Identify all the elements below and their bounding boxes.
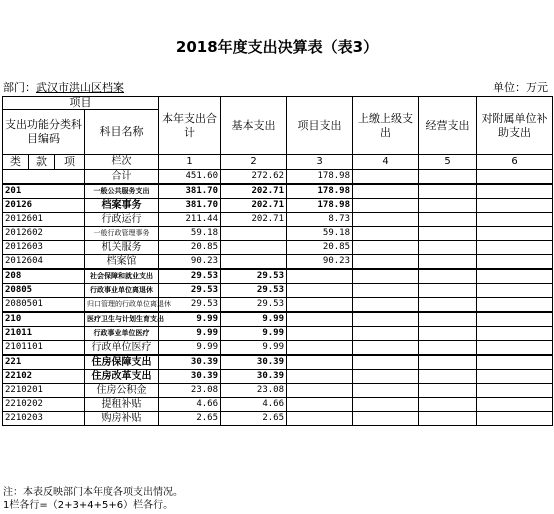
row-c4: [353, 312, 419, 327]
row-code: 2012603: [3, 241, 85, 255]
table-row: [3, 241, 553, 255]
total-code-cell: [3, 170, 85, 185]
unit-label: 单位：万元: [493, 81, 548, 94]
row-c5: [419, 199, 477, 213]
total-row: [3, 170, 553, 185]
row-code: 221: [3, 355, 85, 370]
row-subject-name: 社会保障和就业支出: [85, 269, 159, 284]
row-c1: 9.99: [159, 341, 221, 356]
table-row: [3, 199, 553, 213]
row-c5: [419, 284, 477, 298]
header-col-3: 项目支出: [287, 97, 353, 155]
page-title: 2018年度支出决算表（表3）: [175, 38, 379, 56]
col-num-3: 3: [287, 155, 353, 170]
row-c6: [477, 199, 553, 213]
row-code: 2101101: [3, 341, 85, 356]
footnote-1: 注：本表反映部门本年度各项支出情况。: [3, 487, 183, 498]
department-name: 武汉市洪山区档案: [36, 81, 124, 94]
row-code: 2210203: [3, 412, 85, 426]
row-subject-name: 购房补贴: [85, 412, 159, 426]
row-subject-name: 行政单位医疗: [85, 341, 159, 356]
table-row: [3, 213, 553, 227]
row-c2: 202.71: [221, 199, 287, 213]
row-c1: 90.23: [159, 255, 221, 270]
row-subject-name: 档案馆: [85, 255, 159, 270]
department-prefix: 部门：: [3, 81, 36, 94]
row-c6: [477, 327, 553, 341]
row-subject-name: 住房改革支出: [85, 370, 159, 384]
row-c1: 2.65: [159, 412, 221, 426]
row-subject-name: 住房保障支出: [85, 355, 159, 370]
row-code: 208: [3, 269, 85, 284]
row-c1: 30.39: [159, 370, 221, 384]
row-c3: [287, 370, 353, 384]
col-num-4: 4: [353, 155, 419, 170]
row-c4: [353, 241, 419, 255]
row-c6: [477, 213, 553, 227]
row-c4: [353, 398, 419, 412]
row-c3: 178.98: [287, 184, 353, 199]
row-c3: 90.23: [287, 255, 353, 270]
header-col-4: 上缴上级支出: [353, 97, 419, 155]
table-row: [3, 398, 553, 412]
row-c5: [419, 241, 477, 255]
row-c2: 30.39: [221, 370, 287, 384]
row-c4: [353, 255, 419, 270]
table-row: [3, 269, 553, 284]
row-c3: [287, 327, 353, 341]
row-code: 2210202: [3, 398, 85, 412]
row-c3: 8.73: [287, 213, 353, 227]
row-c2: 202.71: [221, 184, 287, 199]
row-code: 20805: [3, 284, 85, 298]
row-subject-name: 行政运行: [85, 213, 159, 227]
row-subject-name: 一般公共服务支出: [85, 184, 159, 199]
row-c4: [353, 298, 419, 313]
row-c6: [477, 269, 553, 284]
row-c6: [477, 298, 553, 313]
row-c6: [477, 341, 553, 356]
row-code: 2210201: [3, 384, 85, 398]
expenditure-table: [2, 96, 553, 426]
row-c5: [419, 312, 477, 327]
total-c2: 272.62: [221, 170, 287, 185]
table-row: [3, 412, 553, 426]
row-c5: [419, 370, 477, 384]
total-c5: [419, 170, 477, 185]
row-c2: 9.99: [221, 327, 287, 341]
row-c2: 23.08: [221, 384, 287, 398]
row-subject-name: 住房公积金: [85, 384, 159, 398]
row-c3: [287, 298, 353, 313]
table-row: [3, 384, 553, 398]
row-c2: [221, 227, 287, 241]
row-c5: [419, 213, 477, 227]
row-subject-name: 行政事业单位医疗: [85, 327, 159, 341]
row-c1: 211.44: [159, 213, 221, 227]
row-subject-name: 一般行政管理事务: [85, 227, 159, 241]
total-c3: 178.98: [287, 170, 353, 185]
header-col-1: 本年支出合计: [159, 97, 221, 155]
row-c2: [221, 255, 287, 270]
row-c5: [419, 355, 477, 370]
row-subject-name: 提租补贴: [85, 398, 159, 412]
row-c2: 29.53: [221, 269, 287, 284]
row-c5: [419, 255, 477, 270]
row-c1: 20.85: [159, 241, 221, 255]
col-num-2: 2: [221, 155, 287, 170]
row-code: 21011: [3, 327, 85, 341]
row-c4: [353, 370, 419, 384]
row-subject-name: 档案事务: [85, 199, 159, 213]
row-c6: [477, 355, 553, 370]
total-c6: [477, 170, 553, 185]
row-c4: [353, 199, 419, 213]
row-c3: [287, 284, 353, 298]
row-c6: [477, 284, 553, 298]
row-c5: [419, 384, 477, 398]
row-c3: 59.18: [287, 227, 353, 241]
row-c6: [477, 312, 553, 327]
row-c4: [353, 412, 419, 426]
row-code: 2080501: [3, 298, 85, 313]
row-c2: 4.66: [221, 398, 287, 412]
row-c2: 2.65: [221, 412, 287, 426]
header-col-2: 基本支出: [221, 97, 287, 155]
row-c6: [477, 398, 553, 412]
total-c4: [353, 170, 419, 185]
row-c4: [353, 213, 419, 227]
table-row: [3, 184, 553, 199]
table-row: [3, 298, 553, 313]
header-item: 项目: [3, 97, 159, 110]
row-subject-name: 医疗卫生与计划生育支出: [85, 312, 159, 327]
row-c4: [353, 227, 419, 241]
row-c2: 29.53: [221, 284, 287, 298]
row-c1: 4.66: [159, 398, 221, 412]
row-code: 20126: [3, 199, 85, 213]
row-c1: 23.08: [159, 384, 221, 398]
row-c3: [287, 384, 353, 398]
col-num-5: 5: [419, 155, 477, 170]
row-c4: [353, 384, 419, 398]
row-c1: 381.70: [159, 199, 221, 213]
table-row: [3, 284, 553, 298]
department-label: [3, 79, 124, 95]
row-c6: [477, 184, 553, 199]
header-cat-1: 类: [3, 155, 29, 170]
row-c5: [419, 398, 477, 412]
row-c6: [477, 412, 553, 426]
header-col-6: 对附属单位补助支出: [477, 97, 553, 155]
row-c4: [353, 355, 419, 370]
row-c3: 178.98: [287, 199, 353, 213]
row-code: 2012602: [3, 227, 85, 241]
col-num-1: 1: [159, 155, 221, 170]
row-c1: 9.99: [159, 327, 221, 341]
row-code: 210: [3, 312, 85, 327]
row-c5: [419, 412, 477, 426]
table-row: [3, 227, 553, 241]
header-subject-name: 科目名称: [85, 110, 159, 155]
table-row: [3, 341, 553, 356]
row-c1: 29.53: [159, 284, 221, 298]
col-num-6: 6: [477, 155, 553, 170]
header-cat-2: 款: [29, 155, 55, 170]
table-row: [3, 327, 553, 341]
row-c6: [477, 384, 553, 398]
header-col-seq: 栏次: [85, 155, 159, 170]
row-c6: [477, 227, 553, 241]
row-c1: 381.70: [159, 184, 221, 199]
row-c2: 9.99: [221, 312, 287, 327]
row-c3: [287, 398, 353, 412]
row-c3: [287, 341, 353, 356]
row-c4: [353, 327, 419, 341]
header-col-5: 经营支出: [419, 97, 477, 155]
row-c3: [287, 355, 353, 370]
row-c4: [353, 341, 419, 356]
row-code: 2012601: [3, 213, 85, 227]
row-c1: 29.53: [159, 269, 221, 284]
row-code: 2012604: [3, 255, 85, 270]
row-c6: [477, 255, 553, 270]
total-c1: 451.60: [159, 170, 221, 185]
row-c4: [353, 284, 419, 298]
row-code: 22102: [3, 370, 85, 384]
row-c2: [221, 241, 287, 255]
row-c3: 20.85: [287, 241, 353, 255]
row-c1: 30.39: [159, 355, 221, 370]
row-c6: [477, 370, 553, 384]
total-label: 合计: [85, 170, 159, 185]
row-c2: 9.99: [221, 341, 287, 356]
row-c5: [419, 298, 477, 313]
row-c1: 9.99: [159, 312, 221, 327]
header-func-code: 支出功能分类科目编码: [3, 110, 85, 155]
table-row: [3, 312, 553, 327]
row-c5: [419, 341, 477, 356]
row-subject-name: 行政事业单位离退休: [85, 284, 159, 298]
footnotes: [3, 486, 183, 512]
header-cat-3: 项: [55, 155, 85, 170]
row-c3: [287, 312, 353, 327]
row-c3: [287, 412, 353, 426]
row-c1: 59.18: [159, 227, 221, 241]
table-row: [3, 355, 553, 370]
row-c2: 202.71: [221, 213, 287, 227]
row-c6: [477, 241, 553, 255]
footnote-2: 1栏各行=（2+3+4+5+6）栏各行。: [3, 500, 174, 511]
row-c5: [419, 184, 477, 199]
row-code: 201: [3, 184, 85, 199]
row-c4: [353, 269, 419, 284]
row-c5: [419, 227, 477, 241]
row-c2: 30.39: [221, 355, 287, 370]
row-subject-name: 机关服务: [85, 241, 159, 255]
row-c2: 29.53: [221, 298, 287, 313]
row-c5: [419, 269, 477, 284]
row-c5: [419, 327, 477, 341]
row-c4: [353, 184, 419, 199]
row-c1: 29.53: [159, 298, 221, 313]
row-subject-name: 归口管理的行政单位离退休: [85, 298, 159, 313]
row-c3: [287, 269, 353, 284]
table-row: [3, 370, 553, 384]
table-row: [3, 255, 553, 270]
